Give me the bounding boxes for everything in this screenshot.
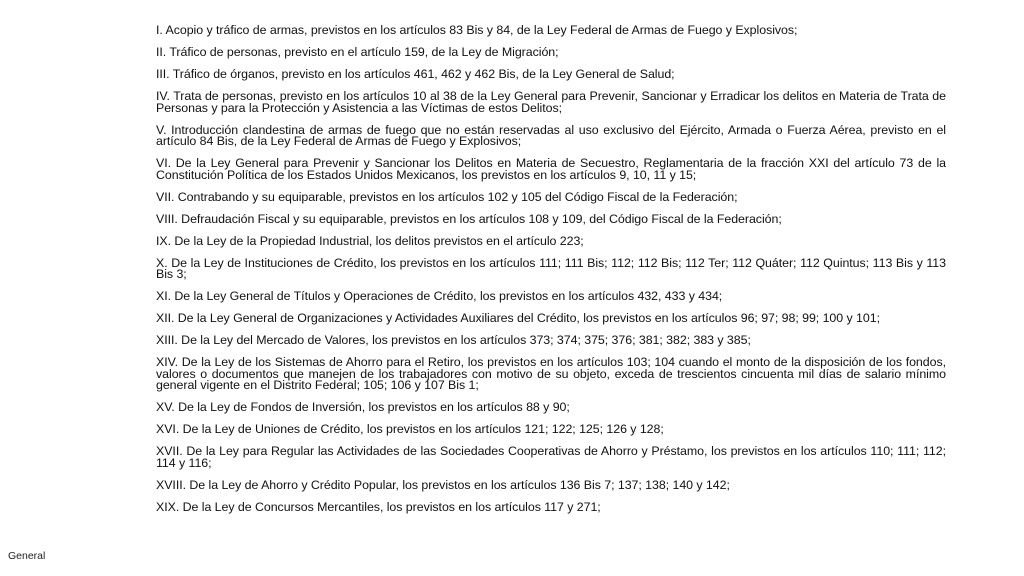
list-item-xvii: XVII. De la Ley para Regular las Actividades de las Sociedades Cooperativas de Ahorro y Préstamo, los previstos en los artículos 110; 111; 112; 114 y 116;: [156, 444, 946, 470]
legal-provisions-list: [156, 25, 946, 524]
list-item-ix: IX. De la Ley de la Propiedad Industrial, los delitos previstos en el artículo 223;: [156, 233, 584, 248]
list-item-viii: VIII. Defraudación Fiscal y su equiparable, previstos en los artículos 108 y 109, del Código Fiscal de la Federación;: [156, 211, 782, 226]
list-item-iii: III. Tráfico de órganos, previsto en los artículos 461, 462 y 462 Bis, de la Ley General de Salud;: [156, 67, 675, 81]
list-item-i: I. Acopio y tráfico de armas, previstos en los artículos 83 Bis y 84, de la Ley Federal de Armas de Fuego y Explosivos;: [156, 23, 798, 37]
list-item-v: V. Introducción clandestina de armas de fuego que no están reservadas al uso exclusivo del Ejército, Armada o Fuerza Aérea, previsto en el artículo 84 Bis, de la Ley Federal de Armas de Fuego y Explosivos;: [156, 122, 946, 148]
list-item-xii: XII. De la Ley General de Organizaciones y Actividades Auxiliares del Crédito, los previstos en los artículos 96; 97; 98; 99; 100 y 101;: [156, 311, 880, 325]
list-item-xi: XI. De la Ley General de Títulos y Operaciones de Crédito, los previstos en los artículos 432, 433 y 434;: [156, 289, 723, 303]
list-item-xix: XIX. De la Ley de Concursos Mercantiles, los previstos en los artículos 117 y 271;: [156, 499, 601, 514]
list-item-x: X. De la Ley de Instituciones de Crédito, los previstos en los artículos 111; 111 Bis; 112; 112 Bis; 112 Ter; 112 Quáter; 112 Quintus; 113 Bis y 113 Bis 3;: [156, 255, 946, 281]
list-item-vi: VI. De la Ley General para Prevenir y Sancionar los Delitos en Materia de Secuestro, Reglamentaria de la fracción XXI del artículo 73 de la Constitución Política de los Estados Unidos Mexicanos, los previstos en los artículos 9, 10, 11 y 15;: [156, 156, 946, 182]
list-item-xv: XV. De la Ley de Fondos de Inversión, los previstos en los artículos 88 y 90;: [156, 400, 570, 414]
list-item-xiii: XIII. De la Ley del Mercado de Valores, los previstos en los artículos 373; 374; 375; 376; 381; 382; 383 y 385;: [156, 333, 751, 347]
list-item-ii: II. Tráfico de personas, previsto en el artículo 159, de la Ley de Migración;: [156, 45, 559, 59]
list-item-iv: IV. Trata de personas, previsto en los artículos 10 al 38 de la Ley General para Prevenir, Sancionar y Erradicar los delitos en Materia de Trata de Personas y para la Protección y Asistencia a las Víctimas de estos Delitos;: [156, 89, 946, 115]
classification-label: General: [8, 550, 46, 562]
list-item-xviii: XVIII. De la Ley de Ahorro y Crédito Popular, los previstos en los artículos 136 Bis 7; 137; 138; 140 y 142;: [156, 477, 730, 492]
list-item-xiv: XIV. De la Ley de los Sistemas de Ahorro para el Retiro, los previstos en los artículos 103; 104 cuando el monto de la disposición de los fondos, valores o documentos que manejen de los trabajadores con motivo de su objeto, exceda de trescientos cincuenta mil días de salario mínimo general vigente en el Distrito Federal; 105; 106 y 107 Bis 1;: [156, 355, 946, 392]
list-item-xvi: XVI. De la Ley de Uniones de Crédito, los previstos en los artículos 121; 122; 125; 126 y 128;: [156, 422, 664, 436]
list-item-vii: VII. Contrabando y su equiparable, previstos en los artículos 102 y 105 del Código Fiscal de la Federación;: [156, 189, 738, 204]
